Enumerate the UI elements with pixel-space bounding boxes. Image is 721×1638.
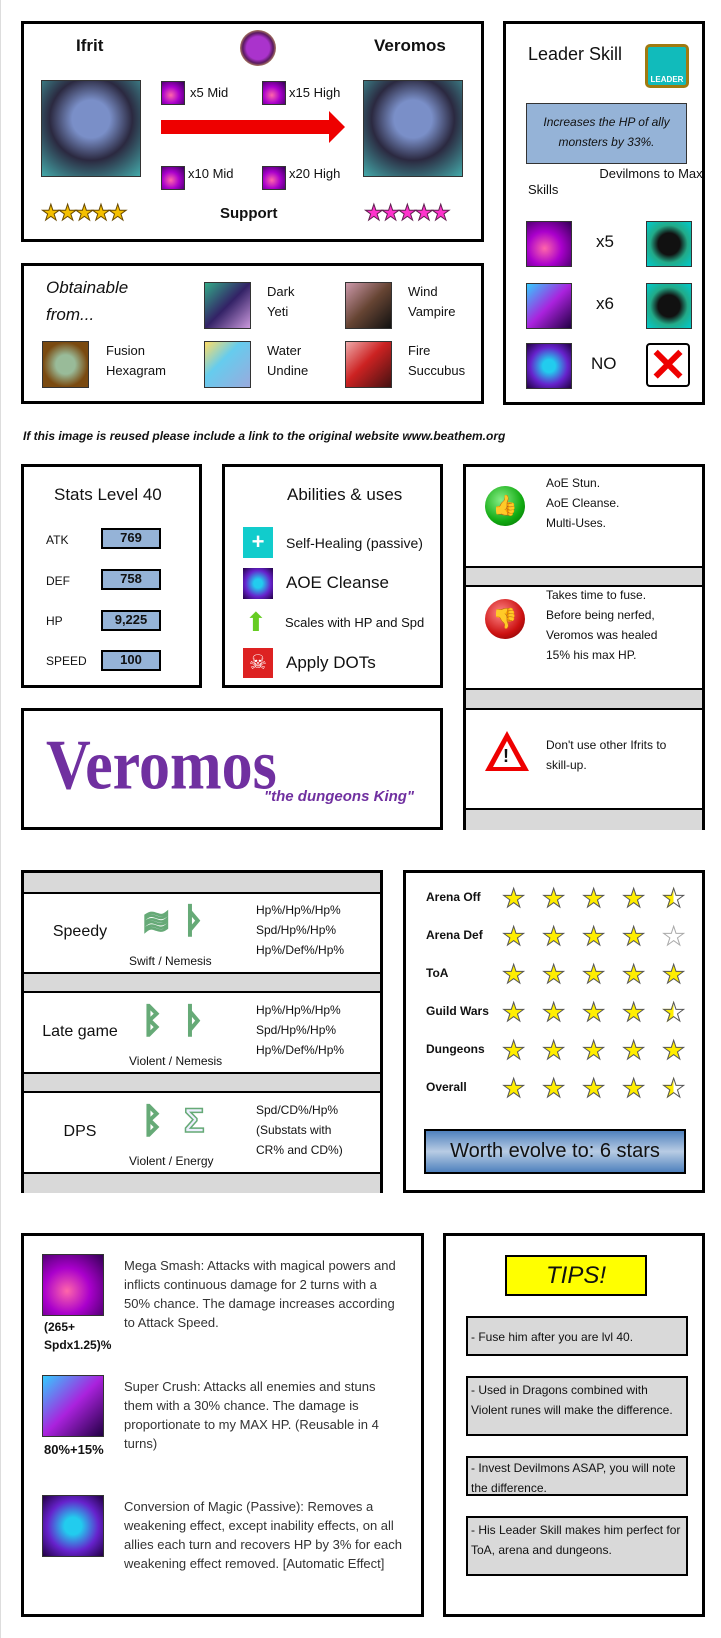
tip-item: - Used in Dragons combined with Violent runes will make the difference. xyxy=(466,1376,688,1436)
tip-item: - His Leader Skill makes him perfect for ToA, arena and dungeons. xyxy=(466,1516,688,1576)
build-row xyxy=(24,894,380,972)
rating-label: Overall xyxy=(426,1080,467,1094)
main-stats: Spd/CD%/Hp% xyxy=(256,1103,339,1117)
con-item: 15% his max HP. xyxy=(546,648,637,662)
con-item: Veromos was healed xyxy=(546,628,658,642)
no-icon: ✕ xyxy=(646,343,690,387)
monster-title: Veromos xyxy=(46,726,277,805)
rating-label: Dungeons xyxy=(426,1042,485,1056)
build-name: Speedy xyxy=(52,923,108,940)
skills-header: Skills xyxy=(528,182,559,197)
rating-star: ★ xyxy=(542,1073,566,1103)
pro-item: AoE Cleanse. xyxy=(546,496,620,510)
rating-star: ★ xyxy=(542,883,566,913)
warning-exclamation: ! xyxy=(503,746,509,766)
rune-set-icon: ᚦ xyxy=(184,1002,205,1040)
ability-label: Scales with HP and Spd xyxy=(285,615,425,630)
rating-star: ★ xyxy=(662,959,686,989)
rune-set-icon: ᛒ xyxy=(142,1102,163,1140)
fusion-panel xyxy=(21,21,484,242)
rune-set-icon: Σ xyxy=(184,1102,205,1140)
role-label: Support xyxy=(220,205,278,222)
rating-star: ★ xyxy=(662,1073,686,1103)
con-item: Takes time to fuse. xyxy=(546,588,647,602)
skill-3-icon xyxy=(526,343,572,389)
con-item: Before being nerfed, xyxy=(546,608,655,622)
main-stats: Hp%/Def%/Hp% xyxy=(256,943,345,957)
rating-star: ★ xyxy=(542,921,566,951)
skill-description: Super Crush: Attacks all enemies and stuns them with a 30% chance. The damage is proportionate to my MAX HP. (Reusable in 4 turns) xyxy=(124,1379,379,1451)
stat-value: 100 xyxy=(101,650,161,671)
devilmon-icon xyxy=(646,221,692,267)
rating-label: Arena Def xyxy=(426,928,483,942)
stat-label: HP xyxy=(46,614,63,628)
source-label: Undine xyxy=(267,363,309,378)
abilities-title: Abilities & uses xyxy=(287,485,403,504)
reuse-notice: If this image is reused please include a link to the original website www.beathem.org xyxy=(23,429,506,443)
fusion-hexagram-icon xyxy=(42,341,89,388)
source-label: Succubus xyxy=(408,363,466,378)
skills-panel xyxy=(21,1233,424,1617)
abilities-panel xyxy=(222,464,443,688)
wind-vampire-icon xyxy=(345,282,392,329)
rune-set-icon: ᚦ xyxy=(184,902,205,940)
skill-multiplier: 80%+15% xyxy=(44,1442,104,1457)
mega-smash-icon xyxy=(42,1254,104,1316)
stat-label: DEF xyxy=(46,574,70,588)
stats-panel xyxy=(21,464,202,688)
veromos-portrait xyxy=(363,80,463,177)
devilmon-count: x5 xyxy=(596,232,614,251)
rating-star: ★ xyxy=(662,1035,686,1065)
stat-label: SPEED xyxy=(46,654,87,668)
to-monster-name: Veromos xyxy=(374,36,446,55)
rating-star: ★ xyxy=(622,959,646,989)
rating-star: ★ xyxy=(622,921,646,951)
rating-star: ★ xyxy=(542,959,566,989)
skill-1-icon xyxy=(526,221,572,267)
rating-star: ★ xyxy=(582,883,606,913)
water-undine-icon xyxy=(204,341,251,388)
rune-builds-panel xyxy=(21,870,383,1193)
skull-icon: ☠ xyxy=(243,648,273,678)
tips-title-text: TIPS! xyxy=(545,1262,606,1289)
tip-item: - Fuse him after you are lvl 40. xyxy=(466,1316,688,1356)
main-stats: Hp%/Hp%/Hp% xyxy=(256,903,341,917)
rating-star: ★ xyxy=(542,1035,566,1065)
dark-essence-icon xyxy=(240,30,276,66)
main-stats: CR% and CD%) xyxy=(256,1143,343,1157)
ability-label: Apply DOTs xyxy=(286,653,376,672)
conversion-of-magic-icon xyxy=(42,1495,104,1557)
stats-title: Stats Level 40 xyxy=(54,485,162,504)
material-label: x10 Mid xyxy=(188,166,234,181)
dark-essence-high-icon xyxy=(262,166,286,190)
leader-badge: LEADER xyxy=(650,75,684,84)
pro-item: AoE Stun. xyxy=(546,476,601,490)
rating-star: ★ xyxy=(582,997,606,1027)
devilmon-icon xyxy=(646,283,692,329)
source-label: Wind xyxy=(408,284,438,299)
obtainable-title: Obtainable from... xyxy=(46,278,129,324)
skill-description: Conversion of Magic (Passive): Removes a weakening effect, except inability effects, on all allies each turn and recovers HP by 3% for each weakening effect removed. [Automatic Effect] xyxy=(124,1499,402,1571)
build-row xyxy=(24,994,380,1072)
veromos-stars: ★★★★★ xyxy=(364,200,448,225)
leader-description xyxy=(526,103,687,164)
super-crush-icon xyxy=(42,1375,104,1437)
stat-value: 758 xyxy=(101,569,161,590)
rating-label: ToA xyxy=(426,966,449,980)
rating-star: ★ xyxy=(662,921,686,951)
rune-set-label: Violent / Nemesis xyxy=(129,1054,223,1068)
rating-star: ★ xyxy=(582,921,606,951)
fire-succubus-icon xyxy=(345,341,392,388)
rune-set-icon: ≋ xyxy=(142,903,171,941)
build-name: DPS xyxy=(63,1123,97,1140)
rating-star: ★ xyxy=(502,883,526,913)
rating-label: Arena Off xyxy=(426,890,481,904)
fusion-arrow-head xyxy=(329,111,345,143)
rune-set-icon: ᛒ xyxy=(142,1002,163,1040)
essence-high-icon xyxy=(262,81,286,105)
stat-value: 769 xyxy=(101,528,161,549)
skill-description: Mega Smash: Attacks with magical powers and inflicts continuous damage for 2 turns with a 50% chance. The damage increases according to Attack Speed. xyxy=(124,1258,396,1330)
main-stats: Hp%/Hp%/Hp% xyxy=(256,1003,341,1017)
rating-star: ★ xyxy=(622,883,646,913)
tip-item: - Invest Devilmons ASAP, you will note the difference. xyxy=(466,1456,688,1496)
ifrit-portrait xyxy=(41,80,141,177)
essence-mid-icon xyxy=(161,81,185,105)
rating-star: ★ xyxy=(582,1073,606,1103)
source-label: Fire xyxy=(408,343,431,358)
pros-cons-panel xyxy=(463,464,705,830)
main-stats: Spd/Hp%/Hp% xyxy=(256,923,337,937)
source-label: Vampire xyxy=(408,304,456,319)
rating-star: ★ xyxy=(662,997,686,1027)
rune-set-label: Violent / Energy xyxy=(129,1154,214,1168)
rating-label: Guild Wars xyxy=(426,1004,489,1018)
skill-2-icon xyxy=(526,283,572,329)
divider xyxy=(24,1172,380,1193)
rating-star: ★ xyxy=(622,1073,646,1103)
source-label: Fusion xyxy=(106,343,146,358)
material-label: x15 High xyxy=(289,85,341,100)
monster-subtitle: "the dungeons King" xyxy=(264,788,415,805)
ratings-panel xyxy=(403,870,705,1193)
rating-star: ★ xyxy=(502,921,526,951)
stat-label: ATK xyxy=(46,533,69,547)
evolve-text: Worth evolve to: 6 stars xyxy=(450,1140,660,1162)
source-label: Water xyxy=(267,343,302,358)
leader-skill-panel xyxy=(503,21,705,405)
rune-set-label: Swift / Nemesis xyxy=(129,954,212,968)
devilmon-count: x6 xyxy=(596,294,614,313)
source-label: Yeti xyxy=(267,304,289,319)
obtainable-panel xyxy=(21,263,484,404)
tips-panel xyxy=(443,1233,705,1617)
rating-star: ★ xyxy=(542,997,566,1027)
rating-star: ★ xyxy=(502,1035,526,1065)
divider xyxy=(466,808,702,830)
divider xyxy=(24,1072,380,1093)
build-name: Late game xyxy=(42,1023,118,1040)
heal-icon: + xyxy=(243,527,273,558)
devilmons-header: Devilmons to Max xyxy=(599,166,703,181)
divider xyxy=(466,688,702,710)
material-label: x5 Mid xyxy=(190,85,229,100)
ability-label: AOE Cleanse xyxy=(286,573,389,592)
leader-icon xyxy=(645,44,689,88)
build-row xyxy=(24,1094,380,1172)
rating-star: ★ xyxy=(582,959,606,989)
thumbs-up-icon: 👍 xyxy=(485,486,525,526)
warning-text: skill-up. xyxy=(546,758,587,772)
title-card xyxy=(21,708,443,830)
ability-label: Self-Healing (passive) xyxy=(286,535,423,551)
tips-title xyxy=(505,1255,647,1296)
main-stats: Spd/Hp%/Hp% xyxy=(256,1023,337,1037)
leader-title: Leader Skill xyxy=(528,44,623,64)
divider xyxy=(24,972,380,993)
skill-multiplier: (265+ Spdx1.25)% xyxy=(44,1320,112,1352)
rating-star: ★ xyxy=(582,1035,606,1065)
main-stats: (Substats with xyxy=(256,1123,332,1137)
rating-star: ★ xyxy=(502,1073,526,1103)
dark-yeti-icon xyxy=(204,282,251,329)
devilmon-count: NO xyxy=(591,354,617,373)
warning-text: Don't use other Ifrits to xyxy=(546,738,667,752)
rating-star: ★ xyxy=(502,959,526,989)
ifrit-stars: ★★★★★ xyxy=(41,200,125,225)
material-label: x20 High xyxy=(289,166,341,181)
cleanse-icon xyxy=(243,568,273,599)
from-monster-name: Ifrit xyxy=(76,36,104,55)
up-arrow-icon: ⬆ xyxy=(245,607,267,637)
divider xyxy=(24,873,380,894)
thumbs-down-icon: 👎 xyxy=(485,599,525,639)
rating-star: ★ xyxy=(502,997,526,1027)
fusion-arrow-icon xyxy=(161,120,331,134)
main-stats: Hp%/Def%/Hp% xyxy=(256,1043,345,1057)
pro-item: Multi-Uses. xyxy=(546,516,607,530)
source-label: Hexagram xyxy=(106,363,166,378)
source-label: Dark xyxy=(267,284,295,299)
evolve-banner xyxy=(424,1129,686,1174)
rating-star: ★ xyxy=(662,883,686,913)
stat-value: 9,225 xyxy=(101,610,161,631)
rating-star: ★ xyxy=(622,997,646,1027)
divider xyxy=(466,566,702,587)
rating-star: ★ xyxy=(622,1035,646,1065)
leader-text: Increases the HP of ally monsters by 33%. xyxy=(543,115,670,149)
dark-essence-mid-icon xyxy=(161,166,185,190)
